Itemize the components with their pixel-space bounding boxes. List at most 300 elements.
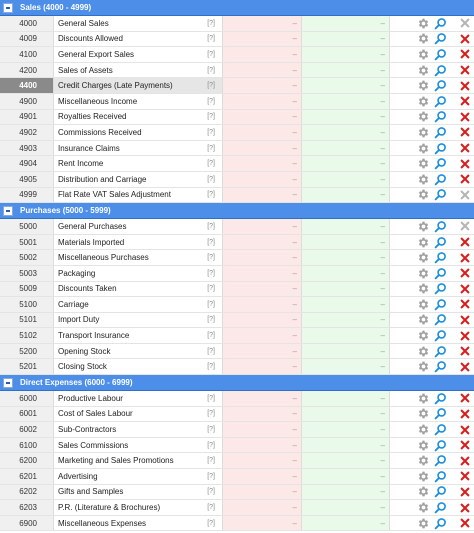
account-name-cell[interactable] bbox=[54, 141, 223, 156]
credit-cell[interactable]: – bbox=[302, 297, 390, 312]
magnifier-icon[interactable] bbox=[433, 32, 447, 46]
account-name-cell[interactable] bbox=[54, 47, 223, 62]
help-link[interactable]: [?] bbox=[207, 128, 215, 136]
account-name-cell[interactable] bbox=[54, 516, 223, 531]
account-name-cell[interactable] bbox=[54, 188, 223, 203]
account-name-cell[interactable] bbox=[54, 94, 223, 109]
gear-icon[interactable] bbox=[416, 328, 431, 343]
magnifier-icon[interactable] bbox=[433, 454, 447, 468]
magnifier-icon[interactable] bbox=[433, 313, 447, 327]
account-code[interactable]: 5001 bbox=[0, 235, 54, 250]
gear-icon[interactable] bbox=[416, 125, 431, 140]
help-link[interactable]: [?] bbox=[207, 19, 215, 27]
account-name-cell[interactable] bbox=[54, 172, 223, 187]
account-code[interactable]: 6100 bbox=[0, 438, 54, 453]
account-name-cell[interactable] bbox=[54, 78, 223, 93]
account-name-cell[interactable] bbox=[54, 235, 223, 250]
delete-x-icon[interactable] bbox=[459, 486, 471, 498]
debit-cell[interactable]: – bbox=[223, 47, 302, 62]
help-link[interactable]: [?] bbox=[207, 50, 215, 58]
account-name-cell[interactable] bbox=[54, 266, 223, 281]
magnifier-icon[interactable] bbox=[433, 516, 447, 530]
account-name: Royalties Received bbox=[58, 112, 127, 122]
account-row bbox=[0, 469, 474, 485]
row-actions bbox=[390, 391, 474, 406]
magnifier-icon[interactable] bbox=[433, 172, 447, 186]
credit-cell[interactable]: – bbox=[302, 141, 390, 156]
account-row bbox=[0, 32, 474, 48]
account-name-cell[interactable] bbox=[54, 313, 223, 328]
delete-x-icon[interactable] bbox=[459, 439, 471, 451]
account-name-cell[interactable] bbox=[54, 407, 223, 422]
delete-x-icon[interactable] bbox=[459, 408, 471, 420]
gear-icon[interactable] bbox=[416, 453, 431, 468]
debit-cell[interactable]: – bbox=[223, 391, 302, 406]
magnifier-icon[interactable] bbox=[433, 110, 447, 124]
magnifier-icon[interactable] bbox=[433, 282, 447, 296]
magnifier-icon[interactable] bbox=[433, 391, 447, 405]
account-name: Sales of Assets bbox=[58, 65, 113, 75]
help-link[interactable]: [?] bbox=[207, 426, 215, 434]
account-name-cell[interactable] bbox=[54, 344, 223, 359]
account-code[interactable]: 6201 bbox=[0, 469, 54, 484]
credit-cell[interactable]: – bbox=[302, 344, 390, 359]
account-code[interactable]: 5101 bbox=[0, 313, 54, 328]
debit-cell[interactable]: – bbox=[223, 188, 302, 203]
credit-cell[interactable]: – bbox=[302, 172, 390, 187]
account-name-cell[interactable] bbox=[54, 359, 223, 374]
account-code[interactable]: 4904 bbox=[0, 156, 54, 171]
account-row bbox=[0, 16, 474, 32]
help-link[interactable]: [?] bbox=[207, 222, 215, 230]
help-link[interactable]: [?] bbox=[207, 144, 215, 152]
account-code[interactable]: 4400 bbox=[0, 78, 54, 93]
help-link[interactable]: [?] bbox=[207, 285, 215, 293]
debit-cell[interactable]: – bbox=[223, 453, 302, 468]
account-name-cell[interactable] bbox=[54, 32, 223, 47]
gear-icon[interactable] bbox=[416, 235, 431, 250]
gear-icon[interactable] bbox=[416, 359, 431, 374]
magnifier-icon[interactable] bbox=[433, 501, 447, 515]
help-link[interactable]: [?] bbox=[207, 300, 215, 308]
account-code[interactable]: 6202 bbox=[0, 485, 54, 500]
row-actions bbox=[390, 500, 474, 515]
account-name-cell[interactable] bbox=[54, 438, 223, 453]
minus-square-icon[interactable] bbox=[3, 3, 13, 13]
gear-icon[interactable] bbox=[416, 47, 431, 62]
row-actions bbox=[390, 94, 474, 109]
magnifier-icon[interactable] bbox=[433, 235, 447, 249]
delete-x-icon[interactable] bbox=[459, 424, 471, 436]
account-name-cell[interactable] bbox=[54, 282, 223, 297]
row-actions bbox=[390, 282, 474, 297]
delete-x-icon bbox=[459, 220, 471, 232]
debit-cell[interactable]: – bbox=[223, 110, 302, 125]
credit-cell[interactable]: – bbox=[302, 32, 390, 47]
debit-cell[interactable]: – bbox=[223, 516, 302, 531]
credit-cell[interactable]: – bbox=[302, 78, 390, 93]
account-name-cell[interactable] bbox=[54, 391, 223, 406]
gear-icon[interactable] bbox=[416, 172, 431, 187]
delete-x-icon[interactable] bbox=[459, 330, 471, 342]
magnifier-icon[interactable] bbox=[433, 63, 447, 77]
help-link[interactable]: [?] bbox=[207, 254, 215, 262]
gear-icon[interactable] bbox=[416, 469, 431, 484]
account-code[interactable]: 6001 bbox=[0, 407, 54, 422]
row-actions bbox=[390, 110, 474, 125]
credit-cell[interactable]: – bbox=[302, 282, 390, 297]
account-code[interactable]: 4902 bbox=[0, 125, 54, 140]
account-name-cell[interactable] bbox=[54, 485, 223, 500]
account-code[interactable]: 6900 bbox=[0, 516, 54, 531]
account-name-cell[interactable] bbox=[54, 156, 223, 171]
credit-cell[interactable]: – bbox=[302, 407, 390, 422]
debit-cell[interactable]: – bbox=[223, 485, 302, 500]
account-row bbox=[0, 47, 474, 63]
account-name-cell[interactable] bbox=[54, 328, 223, 343]
debit-cell[interactable]: – bbox=[223, 266, 302, 281]
delete-x-icon[interactable] bbox=[459, 392, 471, 404]
credit-cell[interactable]: – bbox=[302, 313, 390, 328]
delete-x-icon[interactable] bbox=[459, 455, 471, 467]
gear-icon[interactable] bbox=[416, 500, 431, 515]
magnifier-icon[interactable] bbox=[433, 344, 447, 358]
credit-cell[interactable]: – bbox=[302, 110, 390, 125]
gear-icon[interactable] bbox=[416, 407, 431, 422]
account-name-cell[interactable] bbox=[54, 110, 223, 125]
help-link[interactable]: [?] bbox=[207, 441, 215, 449]
magnifier-icon[interactable] bbox=[433, 16, 447, 30]
debit-cell[interactable]: – bbox=[223, 94, 302, 109]
magnifier-icon[interactable] bbox=[433, 360, 447, 374]
magnifier-icon[interactable] bbox=[433, 329, 447, 343]
account-code[interactable]: 4100 bbox=[0, 47, 54, 62]
debit-cell[interactable]: – bbox=[223, 328, 302, 343]
minus-square-icon[interactable] bbox=[3, 206, 13, 216]
gear-icon[interactable] bbox=[416, 344, 431, 359]
gear-icon[interactable] bbox=[416, 141, 431, 156]
debit-cell[interactable]: – bbox=[223, 407, 302, 422]
debit-cell[interactable]: – bbox=[223, 469, 302, 484]
help-link[interactable]: [?] bbox=[207, 457, 215, 465]
help-link[interactable]: [?] bbox=[207, 347, 215, 355]
help-link[interactable]: [?] bbox=[207, 394, 215, 402]
credit-cell[interactable]: – bbox=[302, 438, 390, 453]
account-row bbox=[0, 407, 474, 423]
row-actions bbox=[390, 453, 474, 468]
account-code[interactable]: 6200 bbox=[0, 453, 54, 468]
debit-cell[interactable]: – bbox=[223, 32, 302, 47]
credit-cell[interactable]: – bbox=[302, 156, 390, 171]
help-link[interactable]: [?] bbox=[207, 66, 215, 74]
debit-cell[interactable]: – bbox=[223, 500, 302, 515]
delete-x-icon[interactable] bbox=[459, 517, 471, 529]
account-name: Miscellaneous Income bbox=[58, 96, 138, 106]
delete-x-icon[interactable] bbox=[459, 80, 471, 92]
account-code[interactable]: 4999 bbox=[0, 188, 54, 203]
gear-icon[interactable] bbox=[416, 32, 431, 47]
account-row bbox=[0, 359, 474, 375]
credit-cell[interactable]: – bbox=[302, 422, 390, 437]
debit-cell[interactable]: – bbox=[223, 313, 302, 328]
gear-icon[interactable] bbox=[416, 63, 431, 78]
delete-x-icon[interactable] bbox=[459, 252, 471, 264]
delete-x-icon[interactable] bbox=[459, 111, 471, 123]
delete-x-icon[interactable] bbox=[459, 470, 471, 482]
account-row bbox=[0, 156, 474, 172]
debit-cell[interactable]: – bbox=[223, 125, 302, 140]
account-code[interactable]: 4200 bbox=[0, 63, 54, 78]
gear-icon[interactable] bbox=[416, 156, 431, 171]
credit-cell[interactable]: – bbox=[302, 266, 390, 281]
account-code[interactable]: 4903 bbox=[0, 141, 54, 156]
debit-cell[interactable]: – bbox=[223, 250, 302, 265]
credit-cell[interactable]: – bbox=[302, 125, 390, 140]
account-name-cell[interactable] bbox=[54, 500, 223, 515]
gear-icon[interactable] bbox=[416, 422, 431, 437]
account-row bbox=[0, 516, 474, 532]
help-link[interactable]: [?] bbox=[207, 504, 215, 512]
help-link[interactable]: [?] bbox=[207, 97, 215, 105]
row-actions bbox=[390, 63, 474, 78]
section-title: Sales (4000 - 4999) bbox=[20, 3, 92, 12]
account-row bbox=[0, 235, 474, 251]
magnifier-icon[interactable] bbox=[433, 157, 447, 171]
credit-cell[interactable]: – bbox=[302, 250, 390, 265]
delete-x-icon[interactable] bbox=[459, 142, 471, 154]
account-name: General Purchases bbox=[58, 221, 127, 231]
magnifier-icon[interactable] bbox=[433, 125, 447, 139]
credit-cell[interactable]: – bbox=[302, 359, 390, 374]
credit-cell[interactable]: – bbox=[302, 516, 390, 531]
debit-cell[interactable]: – bbox=[223, 78, 302, 93]
credit-cell[interactable]: – bbox=[302, 63, 390, 78]
delete-x-icon[interactable] bbox=[459, 236, 471, 248]
minus-square-icon[interactable] bbox=[3, 378, 13, 388]
account-name-cell[interactable] bbox=[54, 469, 223, 484]
delete-x-icon[interactable] bbox=[459, 283, 471, 295]
delete-x-icon[interactable] bbox=[459, 126, 471, 138]
debit-cell[interactable]: – bbox=[223, 16, 302, 31]
gear-icon[interactable] bbox=[416, 282, 431, 297]
account-code[interactable]: 5000 bbox=[0, 219, 54, 234]
account-name: Gifts and Samples bbox=[58, 487, 124, 497]
magnifier-icon[interactable] bbox=[433, 94, 447, 108]
delete-x-icon[interactable] bbox=[459, 64, 471, 76]
help-link[interactable]: [?] bbox=[207, 269, 215, 277]
debit-cell[interactable]: – bbox=[223, 172, 302, 187]
account-row bbox=[0, 453, 474, 469]
gear-icon[interactable] bbox=[416, 78, 431, 93]
delete-x-icon[interactable] bbox=[459, 314, 471, 326]
account-row bbox=[0, 328, 474, 344]
help-link[interactable]: [?] bbox=[207, 35, 215, 43]
gear-icon[interactable] bbox=[416, 110, 431, 125]
account-row bbox=[0, 297, 474, 313]
magnifier-icon[interactable] bbox=[433, 251, 447, 265]
delete-x-icon[interactable] bbox=[459, 361, 471, 373]
row-actions bbox=[390, 219, 474, 234]
account-code[interactable]: 5100 bbox=[0, 297, 54, 312]
help-link[interactable]: [?] bbox=[207, 363, 215, 371]
help-link[interactable]: [?] bbox=[207, 410, 215, 418]
account-name: Marketing and Sales Promotions bbox=[58, 456, 174, 466]
debit-cell[interactable]: – bbox=[223, 219, 302, 234]
account-name: Import Duty bbox=[58, 315, 100, 325]
debit-cell[interactable]: – bbox=[223, 156, 302, 171]
delete-x-icon[interactable] bbox=[459, 345, 471, 357]
delete-x-icon[interactable] bbox=[459, 173, 471, 185]
help-link[interactable]: [?] bbox=[207, 191, 215, 199]
section-header bbox=[0, 0, 474, 16]
debit-cell[interactable]: – bbox=[223, 438, 302, 453]
gear-icon[interactable] bbox=[416, 438, 431, 453]
gear-icon[interactable] bbox=[416, 266, 431, 281]
account-name-cell[interactable] bbox=[54, 125, 223, 140]
account-name: Insurance Claims bbox=[58, 143, 120, 153]
account-code[interactable]: 5201 bbox=[0, 359, 54, 374]
help-link[interactable]: [?] bbox=[207, 488, 215, 496]
credit-cell[interactable]: – bbox=[302, 16, 390, 31]
account-name: Miscellaneous Expenses bbox=[58, 518, 147, 528]
gear-icon[interactable] bbox=[416, 188, 431, 203]
magnifier-icon[interactable] bbox=[433, 469, 447, 483]
account-name-cell[interactable] bbox=[54, 219, 223, 234]
account-name: Transport Insurance bbox=[58, 331, 130, 341]
magnifier-icon[interactable] bbox=[433, 219, 447, 233]
credit-cell[interactable]: – bbox=[302, 391, 390, 406]
gear-icon[interactable] bbox=[416, 313, 431, 328]
account-code[interactable]: 5003 bbox=[0, 266, 54, 281]
debit-cell[interactable]: – bbox=[223, 141, 302, 156]
credit-cell[interactable]: – bbox=[302, 94, 390, 109]
account-name: Materials Imported bbox=[58, 237, 125, 247]
account-name-cell[interactable] bbox=[54, 422, 223, 437]
credit-cell[interactable]: – bbox=[302, 47, 390, 62]
help-link[interactable]: [?] bbox=[207, 175, 215, 183]
account-name-cell[interactable] bbox=[54, 16, 223, 31]
account-code[interactable]: 5102 bbox=[0, 328, 54, 343]
account-name: Distribution and Carriage bbox=[58, 174, 147, 184]
help-link[interactable]: [?] bbox=[207, 472, 215, 480]
delete-x-icon[interactable] bbox=[459, 502, 471, 514]
row-actions bbox=[390, 250, 474, 265]
magnifier-icon[interactable] bbox=[433, 47, 447, 61]
account-name-cell[interactable] bbox=[54, 63, 223, 78]
account-code[interactable]: 4000 bbox=[0, 16, 54, 31]
debit-cell[interactable]: – bbox=[223, 344, 302, 359]
magnifier-icon[interactable] bbox=[433, 407, 447, 421]
account-name-cell[interactable] bbox=[54, 250, 223, 265]
gear-icon[interactable] bbox=[416, 219, 431, 234]
magnifier-icon[interactable] bbox=[433, 297, 447, 311]
magnifier-icon[interactable] bbox=[433, 266, 447, 280]
account-code[interactable]: 6002 bbox=[0, 422, 54, 437]
delete-x-icon[interactable] bbox=[459, 158, 471, 170]
account-code[interactable]: 6203 bbox=[0, 500, 54, 515]
delete-x-icon[interactable] bbox=[459, 33, 471, 45]
account-row bbox=[0, 391, 474, 407]
credit-cell[interactable]: – bbox=[302, 219, 390, 234]
help-link[interactable]: [?] bbox=[207, 332, 215, 340]
row-actions bbox=[390, 297, 474, 312]
debit-cell[interactable]: – bbox=[223, 235, 302, 250]
credit-cell[interactable]: – bbox=[302, 485, 390, 500]
gear-icon[interactable] bbox=[416, 94, 431, 109]
account-code[interactable]: 4009 bbox=[0, 32, 54, 47]
account-row bbox=[0, 219, 474, 235]
account-name: Advertising bbox=[58, 471, 98, 481]
help-link[interactable]: [?] bbox=[207, 316, 215, 324]
credit-cell[interactable]: – bbox=[302, 188, 390, 203]
debit-cell[interactable]: – bbox=[223, 422, 302, 437]
magnifier-icon[interactable] bbox=[433, 438, 447, 452]
row-actions bbox=[390, 266, 474, 281]
account-row bbox=[0, 344, 474, 360]
credit-cell[interactable]: – bbox=[302, 500, 390, 515]
gear-icon[interactable] bbox=[416, 250, 431, 265]
account-name-cell[interactable] bbox=[54, 453, 223, 468]
gear-icon[interactable] bbox=[416, 391, 431, 406]
row-actions bbox=[390, 172, 474, 187]
account-name-cell[interactable] bbox=[54, 297, 223, 312]
delete-x-icon[interactable] bbox=[459, 298, 471, 310]
magnifier-icon[interactable] bbox=[433, 485, 447, 499]
row-actions bbox=[390, 32, 474, 47]
account-name: Cost of Sales Labour bbox=[58, 409, 133, 419]
account-code[interactable]: 5002 bbox=[0, 250, 54, 265]
delete-x-icon[interactable] bbox=[459, 267, 471, 279]
credit-cell[interactable]: – bbox=[302, 453, 390, 468]
account-code[interactable]: 6000 bbox=[0, 391, 54, 406]
debit-cell[interactable]: – bbox=[223, 282, 302, 297]
debit-cell[interactable]: – bbox=[223, 63, 302, 78]
magnifier-icon[interactable] bbox=[433, 79, 447, 93]
account-code[interactable]: 4905 bbox=[0, 172, 54, 187]
gear-icon[interactable] bbox=[416, 516, 431, 531]
account-code[interactable]: 4900 bbox=[0, 94, 54, 109]
row-actions bbox=[390, 485, 474, 500]
gear-icon[interactable] bbox=[416, 297, 431, 312]
credit-cell[interactable]: – bbox=[302, 328, 390, 343]
account-name: Miscellaneous Purchases bbox=[58, 253, 149, 263]
row-actions bbox=[390, 422, 474, 437]
help-link[interactable]: [?] bbox=[207, 82, 215, 90]
debit-cell[interactable]: – bbox=[223, 359, 302, 374]
account-name: Rent Income bbox=[58, 159, 104, 169]
help-link[interactable]: [?] bbox=[207, 519, 215, 527]
account-code[interactable]: 4901 bbox=[0, 110, 54, 125]
delete-x-icon[interactable] bbox=[459, 48, 471, 60]
account-row bbox=[0, 141, 474, 157]
help-link[interactable]: [?] bbox=[207, 238, 215, 246]
section-header bbox=[0, 375, 474, 391]
magnifier-icon[interactable] bbox=[433, 141, 447, 155]
credit-cell[interactable]: – bbox=[302, 469, 390, 484]
delete-x-icon[interactable] bbox=[459, 95, 471, 107]
gear-icon[interactable] bbox=[416, 485, 431, 500]
magnifier-icon[interactable] bbox=[433, 188, 447, 202]
debit-cell[interactable]: – bbox=[223, 297, 302, 312]
gear-icon[interactable] bbox=[416, 16, 431, 31]
account-name: Commissions Received bbox=[58, 127, 142, 137]
magnifier-icon[interactable] bbox=[433, 423, 447, 437]
account-code[interactable]: 5009 bbox=[0, 282, 54, 297]
help-link[interactable]: [?] bbox=[207, 160, 215, 168]
help-link[interactable]: [?] bbox=[207, 113, 215, 121]
account-code[interactable]: 5200 bbox=[0, 344, 54, 359]
credit-cell[interactable]: – bbox=[302, 235, 390, 250]
